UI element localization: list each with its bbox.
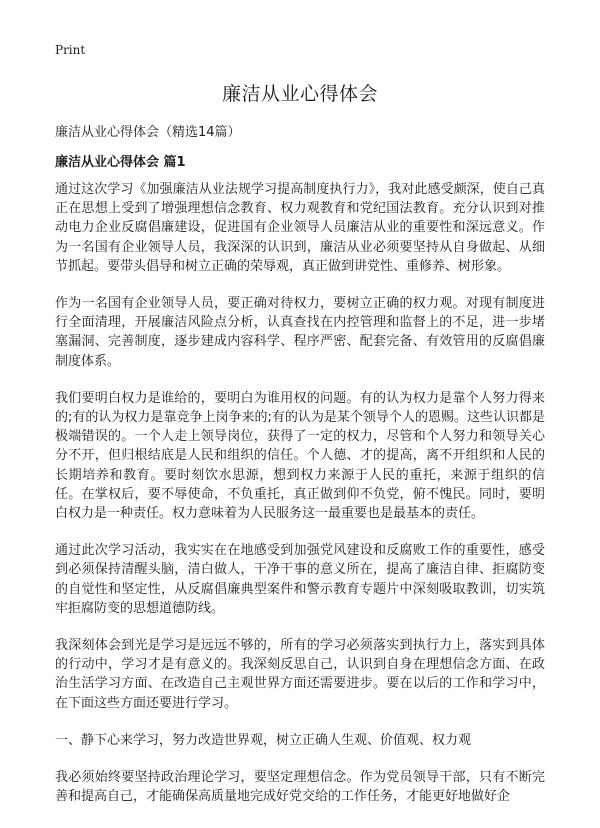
paragraph: 我必须始终要坚持政治理论学习，要坚定理想信念。作为党员领导干部，只有不断完善和提高自己，才能确保高质量地完成好党交给的工作任务，才能更好地做好企 [55,770,545,805]
paragraph: 作为一名国有企业领导人员，要正确对待权力，要树立正确的权力观。对现有制度进行全面清理，开展廉洁风险点分析，认真查找在内控管理和监督上的不足，进一步堵塞漏洞、完善制度，逐步建成内容科学、程序严密、配套完备、有效管用的反腐倡廉制度体系。 [55,296,545,369]
list-heading: 一、静下心来学习，努力改造世界观，树立正确人生观、价值观、权力观 [55,732,472,748]
page-title: 廉洁从业心得体会 [221,83,378,105]
document-subtitle: 廉洁从业心得体会（精选14篇） [55,125,241,140]
section-heading: 廉洁从业心得体会 篇1 [55,155,186,170]
paragraph: 我们要明白权力是谁给的，要明白为谁用权的问题。有的认为权力是靠个人努力得来的;有的认为权力是靠竞争上岗争来的;有的认为是某个领导个人的恩赐。这些认识都是极端错误的。一个人走上领导岗位，获得了一定的权力，尽管和个人努力和领导关心分不开，但归根结底是人民和组织的信任。个人德、才的提高，离不开组织和人民的长期培养和教育。要时刻饮水思源，想到权力来源于人民的重托，来源于组织的信任。在掌权后，要不辱使命，不负重托，真正做到仰不负党，俯不愧民。同时，要明白权力是一种责任。权力意味着为人民服务这一最重要也是最基本的责任。 [55,390,545,522]
paragraph: 通过这次学习《加强廉洁从业法规学习提高制度执行力》，我对此感受颇深，使自己真正在思想上受到了增强理想信念教育、权力观教育和党纪国法教育。充分认识到对推动电力企业反腐倡廉建设，促进国有企业领导人员廉洁从业的重要性和深远意义。作为一名国有企业领导人员，我深深的认识到，廉洁从业必须要坚持从自身做起、从细节抓起。要带头倡导和树立正确的荣辱观，真正做到讲党性、重修养、树形象。 [55,182,545,274]
document-body [55,180,545,824]
print-link[interactable]: Print [55,43,86,57]
paragraph: 我深刻体会到光是学习是远远不够的，所有的学习必须落实到执行力上，落实到具体的行动中，学习才是有意义的。我深刻反思自己，认识到自身在理想信念方面、在政治生活学习方面、在改造自己主观世界方面还需要进步。要在以后的工作和学习中，在下面这些方面还要进行学习。 [55,638,545,711]
paragraph: 通过此次学习活动，我实实在在地感受到加强党风建设和反腐败工作的重要性，感受到必须保持清醒头脑，清白做人，干净干事的意义所在，提高了廉洁自律、拒腐防变的自觉性和坚定性，从反腐倡廉典型案件和警示教育专题片中深刻吸取教训，切实筑牢拒腐防变的思想道德防线。 [55,543,545,616]
